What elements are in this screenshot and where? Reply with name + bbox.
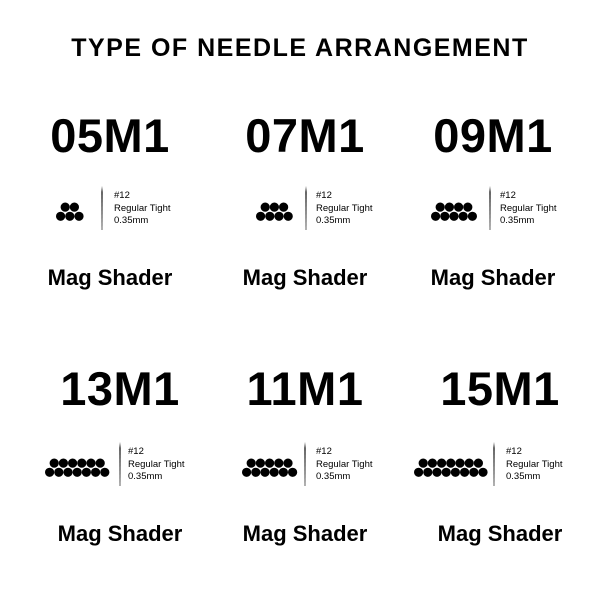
needle-dot xyxy=(73,468,82,477)
needle-dot xyxy=(414,468,423,477)
needle-dot xyxy=(270,468,279,477)
needle-dot xyxy=(463,203,472,212)
spec-diameter: 0.35mm xyxy=(114,215,149,226)
needle-dot xyxy=(436,203,445,212)
spec-gauge: #12 xyxy=(500,190,516,201)
needle-dot xyxy=(446,459,455,468)
needle-type-label: Mag Shader xyxy=(430,265,556,290)
spec-diameter: 0.35mm xyxy=(316,471,351,482)
needle-dot xyxy=(454,203,463,212)
needle-dot xyxy=(265,459,274,468)
needle-icon xyxy=(118,442,122,486)
spec-gauge: #12 xyxy=(316,446,332,457)
spec-taper: Regular Tight xyxy=(506,458,563,470)
needle-icon xyxy=(304,186,308,230)
needle-code: 09M1 xyxy=(433,109,553,162)
needle-dot xyxy=(91,468,100,477)
spec-diameter: 0.35mm xyxy=(316,215,351,226)
needle-dot xyxy=(45,468,54,477)
spec-taper: Regular Tight xyxy=(316,202,373,214)
needle-dot xyxy=(279,203,288,212)
spec-diameter: 0.35mm xyxy=(500,215,535,226)
needle-dot xyxy=(284,212,293,221)
needle-dot xyxy=(428,459,437,468)
needle-dot xyxy=(440,212,449,221)
needle-arrangement-diagram xyxy=(241,458,298,477)
needle-dot xyxy=(432,468,441,477)
needle-dot xyxy=(261,203,270,212)
needle-dot xyxy=(478,468,487,477)
needle-dot xyxy=(247,459,256,468)
needle-icon xyxy=(488,186,492,230)
needle-code: 05M1 xyxy=(50,109,170,162)
spec-gauge: #12 xyxy=(128,446,144,457)
needle-spec xyxy=(316,190,373,228)
needle-dot xyxy=(77,459,86,468)
needle-dot xyxy=(242,468,251,477)
needle-dot xyxy=(251,468,260,477)
needle-dot xyxy=(86,459,95,468)
needle-dot xyxy=(460,468,469,477)
needle-spec xyxy=(500,190,557,228)
needle-dot xyxy=(82,468,91,477)
needle-dot xyxy=(265,212,274,221)
needle-dot xyxy=(256,459,265,468)
spec-taper: Regular Tight xyxy=(128,458,185,470)
needle-dot xyxy=(70,203,79,212)
needle-dot xyxy=(474,459,483,468)
needle-dot xyxy=(54,468,63,477)
needle-dot xyxy=(451,468,460,477)
needle-dot xyxy=(65,212,74,221)
needle-type-label: Mag Shader xyxy=(242,521,368,546)
needle-dot xyxy=(437,459,446,468)
needle-dot xyxy=(96,459,105,468)
needle-code: 15M1 xyxy=(440,362,560,415)
needle-dot xyxy=(468,212,477,221)
needle-dot xyxy=(68,459,77,468)
needle-type-label: Mag Shader xyxy=(437,521,563,546)
needle-icon xyxy=(492,442,496,486)
needle-dot xyxy=(279,468,288,477)
needle-icon xyxy=(100,186,104,230)
needle-spec xyxy=(506,446,563,484)
needle-dot xyxy=(465,459,474,468)
needle-code: 13M1 xyxy=(60,362,180,415)
needle-dot xyxy=(74,212,83,221)
spec-gauge: #12 xyxy=(316,190,332,201)
needle-dot xyxy=(449,212,458,221)
needle-dot xyxy=(423,468,432,477)
needle-dot xyxy=(419,459,428,468)
needle-dot xyxy=(459,212,468,221)
needle-dot xyxy=(260,468,269,477)
needle-dot xyxy=(63,468,72,477)
needle-dot xyxy=(274,212,283,221)
needle-dot xyxy=(56,212,65,221)
needle-type-label: Mag Shader xyxy=(47,265,173,290)
needle-dot xyxy=(288,468,297,477)
needle-type-label: Mag Shader xyxy=(57,521,183,546)
needle-spec xyxy=(114,190,171,228)
spec-taper: Regular Tight xyxy=(500,202,557,214)
needle-spec xyxy=(128,446,185,484)
needle-dot xyxy=(283,459,292,468)
spec-taper: Regular Tight xyxy=(316,458,373,470)
needle-dot xyxy=(50,459,59,468)
needle-dot xyxy=(442,468,451,477)
page-title: TYPE OF NEEDLE ARRANGEMENT xyxy=(71,34,529,62)
needle-type-label: Mag Shader xyxy=(242,265,368,290)
spec-gauge: #12 xyxy=(506,446,522,457)
spec-gauge: #12 xyxy=(114,190,130,201)
needle-dot xyxy=(270,203,279,212)
needle-dot xyxy=(100,468,109,477)
needle-dot xyxy=(274,459,283,468)
needle-arrangement-diagram xyxy=(55,202,85,221)
spec-taper: Regular Tight xyxy=(114,202,171,214)
needle-arrangement-diagram xyxy=(255,202,294,221)
needle-dot xyxy=(61,203,70,212)
needle-dot xyxy=(59,459,68,468)
needle-spec xyxy=(316,446,373,484)
needle-dot xyxy=(445,203,454,212)
needle-arrangement-diagram xyxy=(44,458,110,477)
needle-dot xyxy=(256,212,265,221)
needle-dot xyxy=(431,212,440,221)
needle-code: 07M1 xyxy=(245,109,365,162)
needle-code: 11M1 xyxy=(246,362,364,415)
needle-arrangement-diagram xyxy=(430,202,478,221)
needle-arrangement-diagram xyxy=(413,458,489,477)
spec-diameter: 0.35mm xyxy=(506,471,541,482)
needle-icon xyxy=(303,442,307,486)
spec-diameter: 0.35mm xyxy=(128,471,163,482)
needle-dot xyxy=(469,468,478,477)
needle-dot xyxy=(455,459,464,468)
